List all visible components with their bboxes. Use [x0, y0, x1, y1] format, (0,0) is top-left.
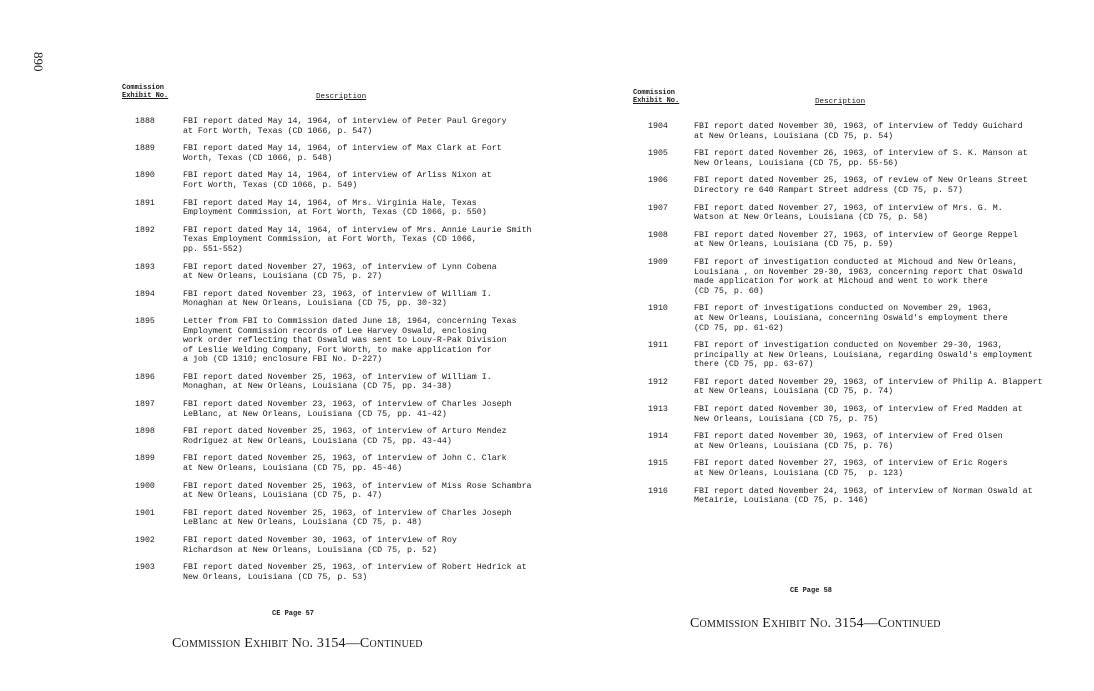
ce-page-label: CE Page 58 [790, 587, 833, 595]
exhibit-description: FBI report dated May 14, 1964, of interview of Arliss Nixon at Fort Worth, Texas (CD 1066, p. 549) [183, 171, 492, 190]
exhibit-number: 1897 [135, 400, 155, 410]
exhibit-description: FBI report of investigation conducted on November 29-30, 1963, principally at New Orleans, Louisiana, regarding Oswald's employment there (CD 75, pp. 63-67) [694, 341, 1033, 370]
right-page [633, 89, 1073, 514]
exhibit-description: FBI report dated November 25, 1963, of interview of Arturo Mendez Rodriguez at New Orleans, Louisiana (CD 75, pp. 43-44) [183, 427, 507, 446]
exhibit-entry [122, 117, 562, 136]
exhibit-list [122, 117, 562, 582]
exhibit-number: 1894 [135, 289, 155, 299]
exhibit-entry [633, 122, 1073, 141]
exhibit-number: 1910 [648, 304, 668, 314]
exhibit-number: 1893 [135, 262, 155, 272]
exhibit-description: FBI report dated November 27, 1963, of interview of George Reppel at New Orleans, Louisiana (CD 75, p. 59) [694, 230, 1018, 250]
exhibit-description: FBI report of investigation conducted at Michoud and New Orleans, Louisiana , on November 29-30, 1963, concerning report that Oswald made application for work at Michoud and went to work there (CD 75, p. 60) [694, 257, 1023, 296]
exhibit-description: FBI report dated November 30, 1963, of interview of Roy Richardson at New Orleans, Louisiana (CD 75, p. 52) [183, 536, 457, 555]
exhibit-description: FBI report dated November 30, 1963, of interview of Fred Madden at New Orleans, Louisiana (CD 75, p. 75) [694, 405, 1023, 424]
column-header-exhibit-no [633, 89, 693, 105]
exhibit-description: Letter from FBI to Commission dated June 18, 1964, concerning Texas Employment Commission records of Lee Harvey Oswald, enclosing work order reflecting that Oswald was sent to Louv-R-Pak Division of Leslie Welding Company, Fort Worth, to make application for a job (CD 1310; enclosure FBI No. D-227) [183, 316, 517, 365]
exhibit-number: 1907 [648, 203, 668, 213]
exhibit-number: 1914 [648, 432, 668, 442]
exhibit-number: 1898 [135, 427, 155, 437]
exhibit-description: FBI report dated November 25, 1963, of interview of Robert Hedrick at New Orleans, Louisiana (CD 75, p. 53) [183, 563, 527, 582]
exhibit-description: FBI report dated November 27, 1963, of interview of Mrs. G. M. Watson at New Orleans, Louisiana (CD 75, p. 58) [694, 203, 1003, 223]
exhibit-number: 1889 [135, 144, 155, 154]
exhibit-number: 1900 [135, 481, 155, 491]
exhibit-entry [122, 226, 562, 255]
exhibit-description: FBI report dated November 29, 1963, of interview of Philip A. Blappert at New Orleans, Louisiana (CD 75, p. 74) [694, 377, 1043, 397]
exhibit-list [633, 122, 1073, 506]
exhibit-entry [122, 373, 562, 392]
exhibit-description: FBI report dated November 27, 1963, of interview of Eric Rogers at New Orleans, Louisiana (CD 75, p. 123) [694, 459, 1008, 479]
exhibit-entry [633, 459, 1073, 478]
exhibit-entry [633, 432, 1073, 451]
exhibit-entry [633, 341, 1073, 370]
exhibit-description: FBI report dated May 14, 1964, of interview of Mrs. Annie Laurie Smith Texas Employment Commission, at Fort Worth, Texas (CD 1066, pp. 551-552) [183, 225, 532, 254]
header-line-2: Exhibit No. [122, 92, 169, 100]
column-header-exhibit-no [122, 84, 182, 100]
exhibit-description: FBI report dated May 14, 1964, of Mrs. Virginia Hale, Texas Employment Commission, at Fort Worth, Texas (CD 1066, p. 550) [183, 198, 487, 218]
exhibit-entry [122, 263, 562, 282]
exhibit-number: 1888 [135, 117, 155, 126]
exhibit-number: 1915 [648, 459, 668, 469]
exhibit-description: FBI report dated November 25, 1963, of interview of Miss Rose Schambra at New Orleans, Louisiana (CD 75, p. 47) [183, 481, 532, 501]
exhibit-entry [633, 176, 1073, 195]
exhibit-description: FBI report dated November 25, 1963, of interview of John C. Clark at New Orleans, Louisiana (CD 75, pp. 45-46) [183, 454, 507, 474]
exhibit-number: 1896 [135, 372, 155, 382]
exhibit-entry [122, 144, 562, 163]
exhibit-entry [122, 400, 562, 419]
exhibit-description: FBI report dated November 25, 1963, of review of New Orleans Street Directory re 640 Rampart Street address (CD 75, p. 57) [694, 176, 1028, 195]
exhibit-entry [122, 171, 562, 190]
exhibit-description: FBI report dated November 26, 1963, of interview of S. K. Manson at New Orleans, Louisiana (CD 75, pp. 55-56) [694, 149, 1028, 168]
exhibit-description: FBI report dated May 14, 1964, of interview of Max Clark at Fort Worth, Texas (CD 1066, p. 548) [183, 144, 502, 163]
exhibit-entry [633, 149, 1073, 168]
exhibit-entry [122, 290, 562, 309]
exhibit-number: 1911 [648, 341, 668, 351]
exhibit-description: FBI report dated November 30, 1963, of interview of Teddy Guichard at New Orleans, Louisiana (CD 75, p. 54) [694, 122, 1023, 141]
exhibit-entry [633, 204, 1073, 223]
exhibit-number: 1912 [648, 377, 668, 387]
exhibit-entry [122, 199, 562, 218]
exhibit-entry [122, 427, 562, 446]
exhibit-description: FBI report dated November 27, 1963, of interview of Lynn Cobena at New Orleans, Louisiana (CD 75, p. 27) [183, 262, 497, 282]
exhibit-entry [122, 509, 562, 528]
exhibit-entry [633, 378, 1073, 397]
exhibit-description: FBI report dated November 30, 1963, of interview of Fred Olsen at New Orleans, Louisiana (CD 75, p. 76) [694, 432, 1003, 451]
column-header-description: Description [815, 98, 866, 106]
exhibit-number: 1891 [135, 198, 155, 208]
exhibit-number: 1906 [648, 176, 668, 186]
exhibit-number: 1895 [135, 316, 155, 326]
exhibit-number: 1890 [135, 171, 155, 181]
exhibit-description: FBI report dated November 24, 1963, of interview of Norman Oswald at Metairie, Louisiana (CD 75, p. 146) [694, 486, 1033, 506]
page-number: 890 [31, 52, 46, 72]
exhibit-description: FBI report dated November 25, 1963, of interview of William I. Monaghan, at New Orleans, Louisiana (CD 75, pp. 34-38) [183, 372, 492, 392]
exhibit-number: 1903 [135, 563, 155, 573]
left-page [122, 84, 562, 590]
exhibit-entry [122, 563, 562, 582]
column-header-description: Description [316, 93, 367, 101]
exhibit-number: 1916 [648, 486, 668, 496]
exhibit-number: 1899 [135, 454, 155, 464]
exhibit-entry [633, 231, 1073, 250]
exhibit-number: 1904 [648, 122, 668, 131]
ce-page-label: CE Page 57 [272, 610, 315, 618]
exhibit-description: FBI report dated November 23, 1963, of interview of William I. Monaghan at New Orleans, Louisiana (CD 75, pp. 30-32) [183, 289, 492, 309]
exhibit-number: 1905 [648, 149, 668, 159]
header-line-1: Commission [122, 84, 165, 92]
exhibit-number: 1892 [135, 225, 155, 235]
exhibit-entry [633, 304, 1073, 333]
exhibit-footer: Commission Exhibit No. 3154—Continued [690, 616, 941, 631]
exhibit-number: 1902 [135, 536, 155, 545]
exhibit-entry [122, 536, 562, 555]
exhibit-description: FBI report dated November 25, 1963, of interview of Charles Joseph LeBlanc at New Orleans, Louisiana (CD 75, p. 48) [183, 508, 512, 528]
exhibit-number: 1913 [648, 405, 668, 415]
header-line-2: Exhibit No. [633, 97, 680, 105]
exhibit-entry [633, 258, 1073, 296]
exhibit-entry [122, 482, 562, 501]
exhibit-footer: Commission Exhibit No. 3154—Continued [172, 636, 423, 651]
exhibit-entry [122, 317, 562, 365]
exhibit-description: FBI report of investigations conducted on November 29, 1963, at New Orleans, Louisiana, concerning Oswald's employment there (CD 75, pp. 61-62) [694, 304, 1008, 333]
exhibit-entry [633, 405, 1073, 424]
exhibit-description: FBI report dated May 14, 1964, of interview of Peter Paul Gregory at Fort Worth, Texas (CD 1066, p. 547) [183, 117, 507, 136]
exhibit-description: FBI report dated November 23, 1963, of interview of Charles Joseph LeBlanc, at New Orleans, Louisiana (CD 75, pp. 41-42) [183, 400, 512, 419]
exhibit-entry [122, 454, 562, 473]
exhibit-number: 1908 [648, 230, 668, 240]
exhibit-number: 1909 [648, 257, 668, 267]
exhibit-number: 1901 [135, 508, 155, 518]
header-line-1: Commission [633, 89, 676, 97]
exhibit-entry [633, 487, 1073, 506]
